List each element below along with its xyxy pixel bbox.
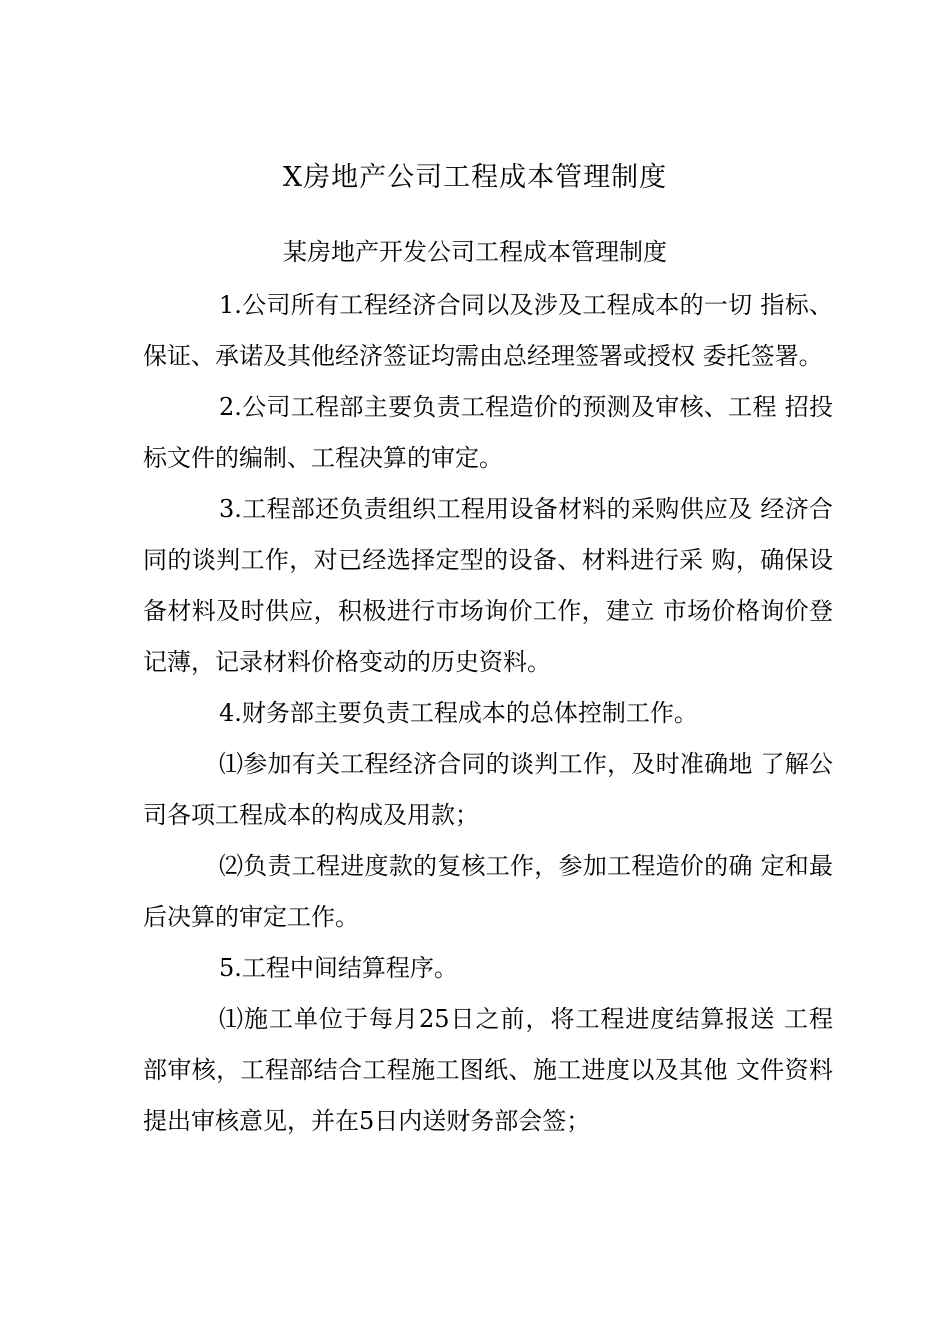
paragraph-4-1: ⑴参加有关工程经济合同的谈判工作，及时准确地 了解公司各项工程成本的构成及用款； [143,750,833,829]
paragraph-5: 5.工程中间结算程序。 [219,954,458,982]
paragraph-5-1: ⑴施工单位于每月25日之前，将工程进度结算报送 工程部审核，工程部结合工程施工图纸、施工进度以及其他 文件资料提出审核意见，并在5日内送财务部会签； [143,1005,833,1135]
paragraph-3: 3.工程部还负责组织工程用设备材料的采购供应及 经济合同的谈判工作，对已经选择定型的设备、材料进行采 购，确保设备材料及时供应，积极进行市场询价工作，建立 市场价格询价登记薄，记录材料价格变动的历史资料。 [143,495,833,676]
document-title: X房地产公司工程成本管理制度 [282,162,668,193]
paragraph-2: 2.公司工程部主要负责工程造价的预测及审核、工程 招投标文件的编制、工程决算的审定。 [143,393,833,472]
paragraph-1: 1.公司所有工程经济合同以及涉及工程成本的一切 指标、保证、承诺及其他经济签证均需由总经理签署或授权 委托签署。 [143,291,833,370]
document-subtitle: 某房地产开发公司工程成本管理制度 [283,238,667,266]
paragraph-4: 4.财务部主要负责工程成本的总体控制工作。 [219,699,698,727]
paragraph-4-2: ⑵负责工程进度款的复核工作，参加工程造价的确 定和最后决算的审定工作。 [143,852,833,931]
document-body [143,280,833,1147]
